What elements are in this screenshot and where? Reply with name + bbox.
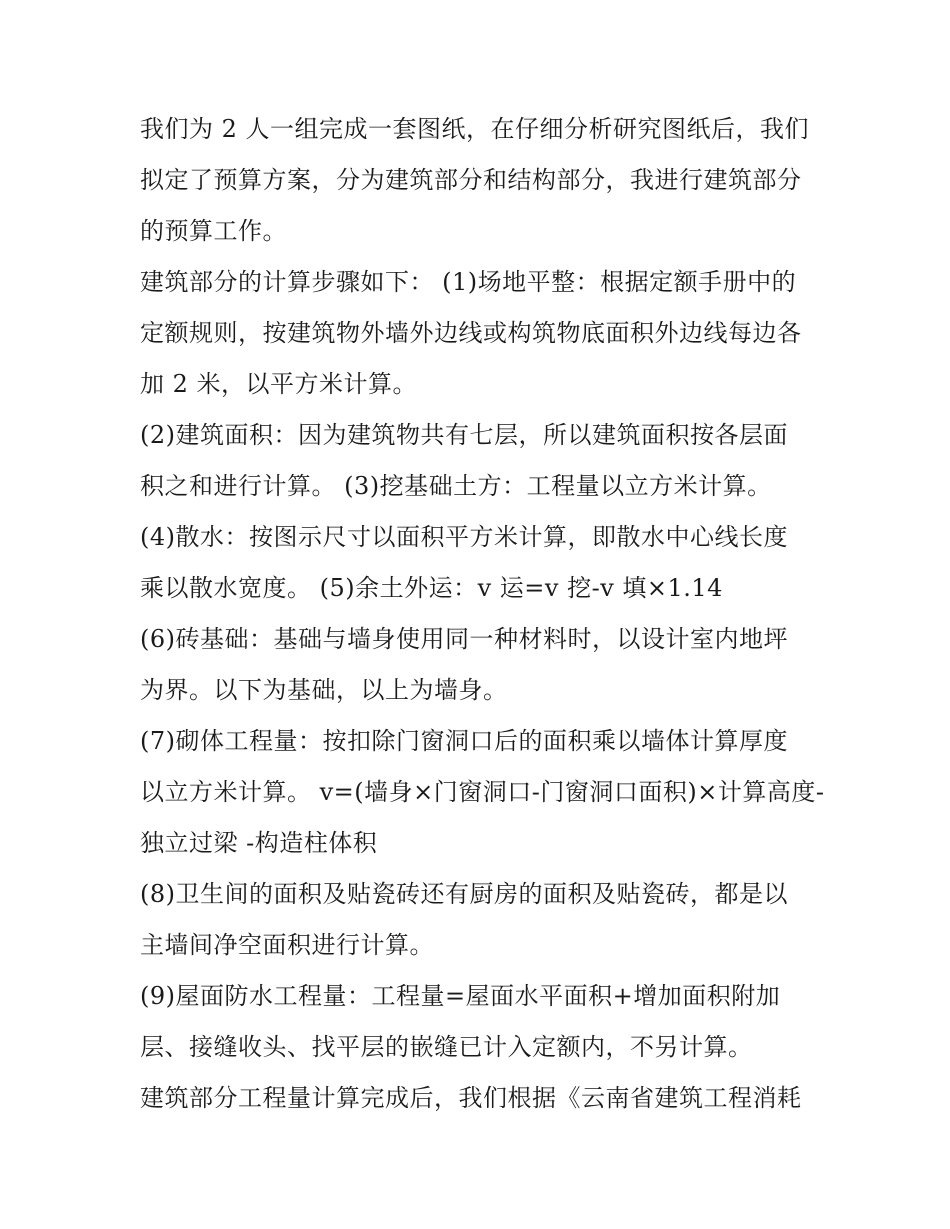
text-line: (2)建筑面积：因为建筑物共有七层，所以建筑面积按各层面 <box>140 421 788 449</box>
document-body <box>140 104 825 1124</box>
text-line: 为界。以下为基础，以上为墙身。 <box>140 676 508 704</box>
text-line: (8)卫生间的面积及贴瓷砖还有厨房的面积及贴瓷砖，都是以 <box>140 880 788 908</box>
text-line: 积之和进行计算。 (3)挖基础土方：工程量以立方米计算。 <box>140 472 772 500</box>
text-line: 独立过梁 -构造柱体积 <box>140 829 378 857</box>
paragraph-intro <box>140 104 820 257</box>
paragraph-steps-site-leveling <box>140 257 820 410</box>
paragraph-masonry <box>140 716 825 869</box>
text-line: 建筑部分的计算步骤如下： (1)场地平整：根据定额手册中的 <box>140 268 797 296</box>
text-line: (6)砖基础：基础与墙身使用同一种材料时，以设计室内地坪 <box>140 625 788 653</box>
text-line: 建筑部分工程量计算完成后，我们根据《云南省建筑工程消耗 <box>140 1084 802 1112</box>
text-line: (7)砌体工程量：按扣除门窗洞口后的面积乘以墙体计算厚度 <box>140 727 788 755</box>
text-line: 以立方米计算。 v=(墙身×门窗洞口-门窗洞口面积)×计算高度- <box>140 778 825 806</box>
text-line: 加 2 米，以平方米计算。 <box>140 370 418 398</box>
paragraph-apron <box>140 512 820 614</box>
text-line: (4)散水：按图示尺寸以面积平方米计算，即散水中心线长度 <box>140 523 788 551</box>
text-line: 乘以散水宽度。 (5)余土外运：v 运=v 挖-v 填×1.14 <box>140 574 723 602</box>
paragraph-building-area <box>140 410 820 512</box>
paragraph-conclusion <box>140 1073 820 1124</box>
text-line: (9)屋面防水工程量：工程量=屋面水平面积+增加面积附加 <box>140 982 781 1010</box>
text-line: 我们为 2 人一组完成一套图纸，在仔细分析研究图纸后，我们 <box>140 115 810 143</box>
text-line: 拟定了预算方案，分为建筑部分和结构部分，我进行建筑部分 <box>140 166 802 194</box>
text-line: 定额规则，按建筑物外墙外边线或构筑物底面积外边线每边各 <box>140 319 802 347</box>
text-line: 主墙间净空面积进行计算。 <box>140 931 434 959</box>
paragraph-roof-waterproofing <box>140 971 820 1073</box>
paragraph-brick-foundation <box>140 614 820 716</box>
text-line: 层、接缝收头、找平层的嵌缝已计入定额内，不另计算。 <box>140 1033 753 1061</box>
text-line: 的预算工作。 <box>140 217 287 245</box>
paragraph-tiles <box>140 869 820 971</box>
